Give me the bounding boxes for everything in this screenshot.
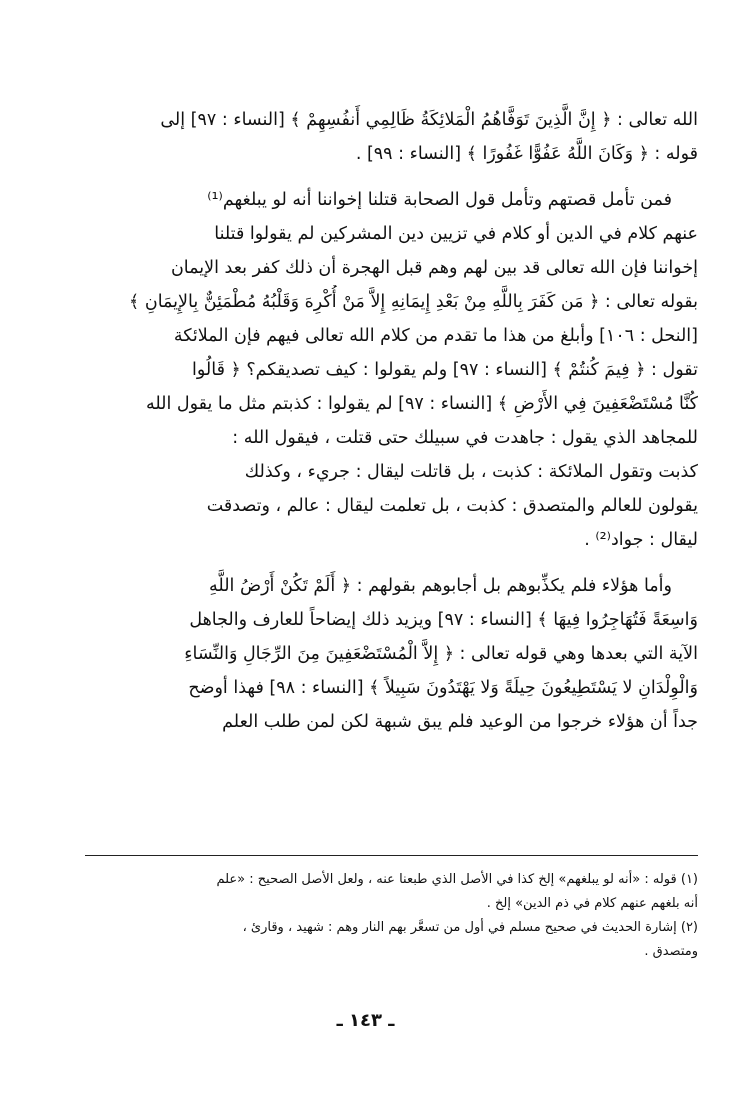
text-line: وَالْوِلْدَانِ لا يَسْتَطِيعُونَ حِيلَةً وَلا يَهْتَدُونَ سَبِيلاً ﴾ [النساء : ٩٨] فهذا أوضح xyxy=(188,678,698,698)
main-text xyxy=(85,103,698,739)
footnote-line: (١) قوله : «أنه لو يبلغهم» إلخ كذا في الأصل الذي طبعنا عنه ، ولعل الأصل الصحيح : «علم xyxy=(216,872,698,887)
footnote-divider xyxy=(85,855,698,856)
text-line: فمن تأمل قصتهم وتأمل قول الصحابة قتلنا إخواننا أنه لو يبلغهم⁽¹⁾ xyxy=(207,190,672,210)
text-line: [النحل : ١٠٦] وأبلغ من هذا ما تقدم من كلام الله تعالى فيهم فإن الملائكة xyxy=(173,326,698,346)
text-line: كُنَّا مُسْتَضْعَفِينَ فِي الأَرْضِ ﴾ [النساء : ٩٧] لم يقولوا : كذبتم مثل ما يقول الله xyxy=(145,394,698,414)
footnote-line: (٢) إشارة الحديث في صحيح مسلم في أول من تسعَّر بهم النار وهم : شهيد ، وقارئ ، xyxy=(242,920,698,935)
text-line: جداً أن هؤلاء خرجوا من الوعيد فلم يبق شبهة لكن لمن طلب العلم xyxy=(222,712,698,732)
page-number: ـ ١٤٣ ـ xyxy=(336,1010,395,1031)
text-line: الله تعالى : ﴿ إِنَّ الَّذِينَ تَوَفَّاهُمُ الْمَلائِكَةُ ظَالِمِي أَنفُسِهِمْ ﴾ [النساء : ٩٧] إلى xyxy=(160,110,698,130)
text-line: وأما هؤلاء فلم يكذِّبوهم بل أجابوهم بقولهم : ﴿ أَلَمْ تَكُنْ أَرْضُ اللَّهِ xyxy=(209,576,672,596)
text-line: وَاسِعَةً فَتُهَاجِرُوا فِيهَا ﴾ [النساء : ٩٧] ويزيد ذلك إيضاحاً للعارف والجاهل xyxy=(189,610,698,630)
footnotes xyxy=(85,868,698,964)
text-line: قوله : ﴿ وَكَانَ اللَّهُ عَفُوًّا غَفُورًا ﴾ [النساء : ٩٩] . xyxy=(355,144,698,164)
text-line: بقوله تعالى : ﴿ مَن كَفَرَ بِاللَّهِ مِنْ بَعْدِ إِيمَانِهِ إِلاَّ مَنْ أُكْرِهَ وَقَلْبُهُ مُطْمَئِنٌّ بِالإِيمَانِ ﴾ xyxy=(129,292,698,312)
text-line: تقول : ﴿ فِيمَ كُنتُمْ ﴾ [النساء : ٩٧] ولم يقولوا : كيف تصديقكم؟ ﴿ قَالُوا xyxy=(192,360,698,380)
text-line: الآية التي بعدها وهي قوله تعالى : ﴿ إِلاَّ الْمُسْتَضْعَفِينَ مِنَ الرِّجَالِ وَالنِّسَاءِ xyxy=(184,644,698,664)
text-line: عنهم كلام في الدين أو كلام في تزيين دين المشركين لم يقولوا قتلنا xyxy=(214,224,698,244)
text-line: ليقال : جواد⁽²⁾ . xyxy=(584,530,698,550)
text-line: يقولون للعالم والمتصدق : كذبت ، بل تعلمت ليقال : عالم ، وتصدقت xyxy=(206,496,698,516)
footnote-line: ومتصدق . xyxy=(644,944,698,959)
text-line: إخواننا فإن الله تعالى قد بين لهم وهم قبل الهجرة أن ذلك كفر بعد الإيمان xyxy=(170,258,698,278)
text-line: كذبت وتقول الملائكة : كذبت ، بل قاتلت ليقال : جريء ، وكذلك xyxy=(244,462,698,482)
text-line: للمجاهد الذي يقول : جاهدت في سبيلك حتى قتلت ، فيقول الله : xyxy=(232,428,698,448)
footnote-line: أنه بلغهم عنهم كلام في ذم الدين» إلخ . xyxy=(486,896,698,911)
